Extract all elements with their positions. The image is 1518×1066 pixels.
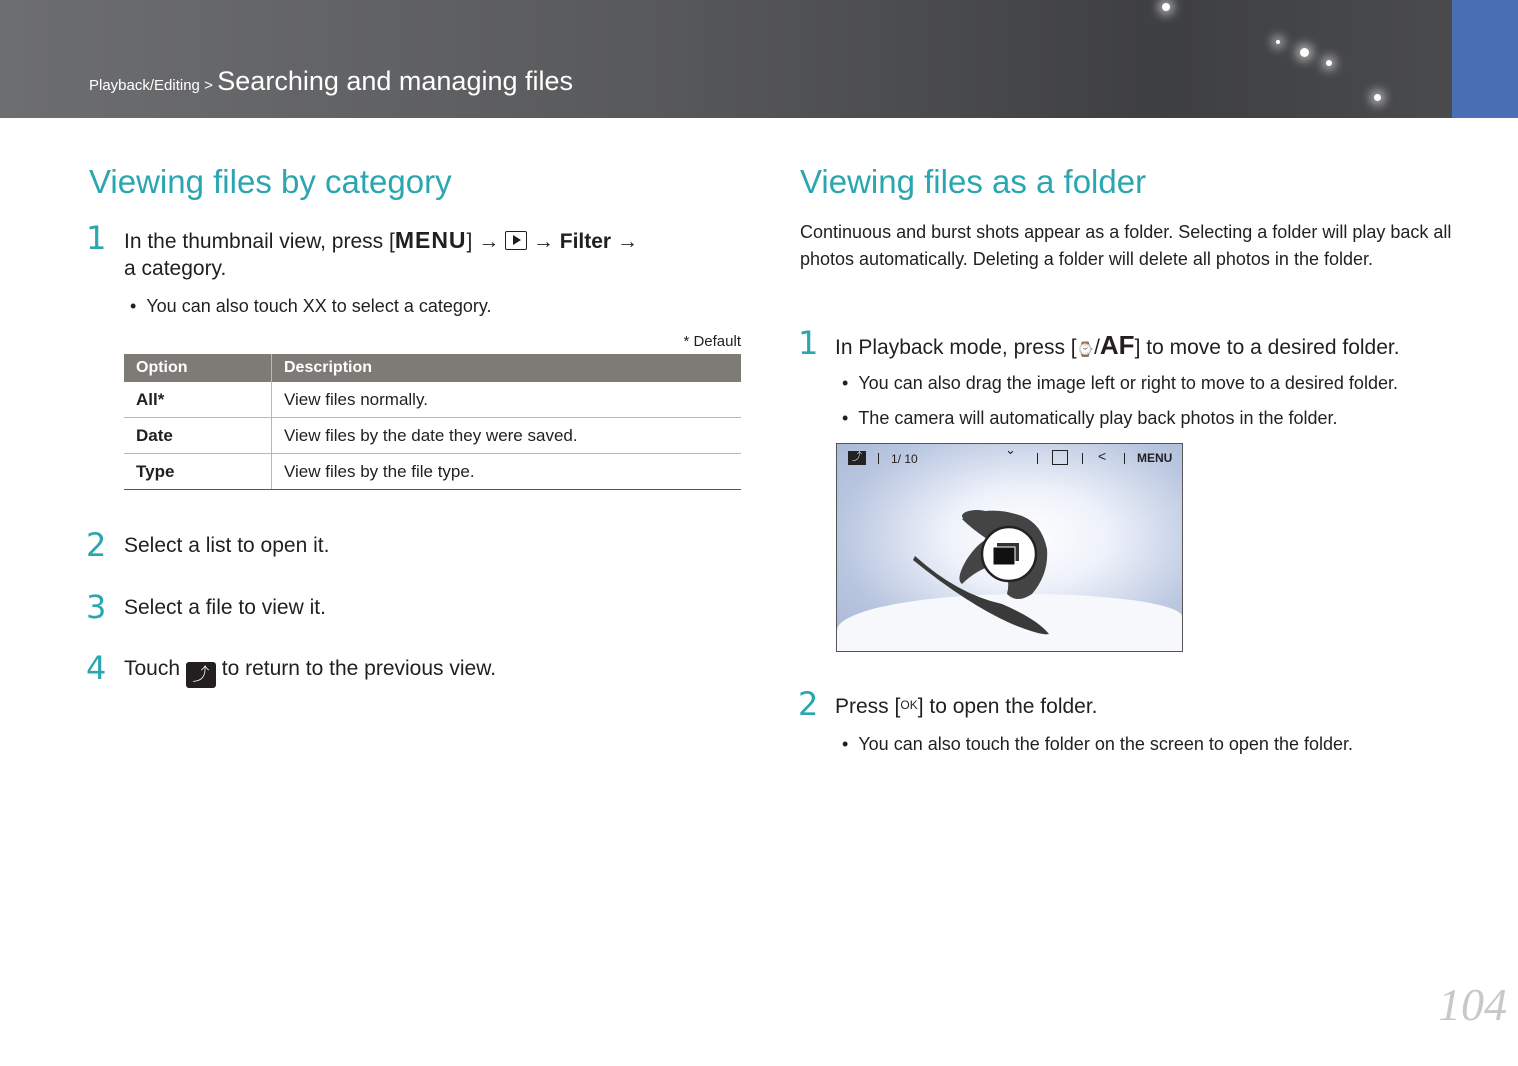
bullet-text: You can also touch XX to select a category. [146,296,492,316]
decorative-sparkle [1300,48,1309,57]
decorative-sparkle [1326,60,1332,66]
section-heading-category: Viewing files by category [89,163,452,200]
chapter-tab [1452,0,1518,118]
image-counter: 1/ 10 [891,452,918,466]
intro-paragraph: Continuous and burst shots appear as a folder. Selecting a folder will play back all photos automatically. Deleting a folder will delete all photos in the folder. [800,222,1452,269]
default-note: * Default [683,333,741,350]
step-number: 4 [86,649,107,687]
bullet-item: • You can also touch XX to select a category. [130,296,492,316]
breadcrumb-section: Playback/Editing > [89,77,213,94]
step-text: In the thumbnail view, press [ [124,230,395,253]
step-2-text: Select a list to open it. [124,534,330,557]
breadcrumb [89,66,573,97]
step-number: 1 [798,324,819,362]
ok-key-label: OK [900,698,918,712]
separator-divider [1037,453,1038,464]
bullet-text: You can also touch the folder on the screen to open the folder. [858,734,1354,754]
filter-label: Filter [559,230,612,253]
step-text: ] to open the folder. [917,695,1098,718]
screen-toolbar [837,444,1182,474]
bullet-text: You can also drag the image left or right to move to a desired folder. [858,373,1398,393]
menu-button[interactable]: MENU [1137,451,1173,465]
af-key-label: AF [1099,330,1135,360]
decorative-sparkle [1162,3,1170,11]
step-3-text: Select a file to view it. [124,596,326,619]
separator-divider [1082,453,1083,464]
arrow-text: → [532,230,554,253]
bullet-item: • You can also drag the image left or right to move to a desired folder. [842,373,1398,393]
option-cell: All* [124,382,272,418]
gallery-icon[interactable] [1052,450,1068,465]
bullet-item: • The camera will automatically play back photos in the folder. [842,408,1338,428]
page-number: 104 [1438,979,1507,1030]
separator-divider [1124,453,1125,464]
table-row [124,382,741,418]
decorative-sparkle [1374,94,1381,101]
step-4-text [124,654,496,688]
page-header-banner [0,0,1452,118]
menu-key-label: MENU [394,227,467,253]
option-cell: Type [124,454,272,490]
separator-divider [878,453,879,464]
column-header-description: Description [272,354,742,382]
snowboarder-graphic [837,444,1182,651]
step-text: to return to the previous view. [221,657,497,680]
step-number: 1 [86,219,107,257]
right-step-2-text [835,690,1098,722]
table-row [124,454,741,490]
back-icon[interactable]: ⤴ [848,451,866,465]
step-text: In Playback mode, press [ [835,336,1077,359]
step-text: ] to move to a desired folder. [1134,336,1400,359]
option-cell: Date [124,418,272,454]
step-text: Press [ [835,695,901,718]
step-1-text [124,225,638,257]
arrow-text: → [616,230,638,253]
column-header-option: Option [124,354,272,382]
back-icon: ⤴ [186,662,216,688]
share-icon[interactable]: < [1098,448,1107,464]
chevron-down-icon[interactable]: ⌄ [1005,443,1016,457]
breadcrumb-title: Searching and managing files [217,66,574,96]
right-step-1-text: In Playback mode, press [⌚/AF] to move to a desired folder. [835,330,1400,360]
camera-screen-illustration [836,443,1183,652]
step-number: 2 [798,685,819,723]
section-heading-folder: Viewing files as a folder [800,163,1147,200]
bullet-text: The camera will automatically play back photos in the folder. [858,408,1338,428]
playback-icon [505,231,527,250]
step-number: 3 [86,588,107,626]
step-number: 2 [86,526,107,564]
timer-drive-icon: ⌚ [1076,341,1095,357]
table-header-row [124,354,741,382]
description-cell: View files by the file type. [272,454,742,490]
bullet-item: • You can also touch the folder on the screen to open the folder. [842,734,1354,754]
table-row [124,418,741,454]
description-cell: View files by the date they were saved. [272,418,742,454]
description-cell: View files normally. [272,382,742,418]
filter-options-table [124,354,741,490]
decorative-sparkle [1276,40,1280,44]
step-text: ] → [466,230,500,253]
step-text: Touch [124,657,181,680]
step-1-line2: a category. [124,257,227,280]
